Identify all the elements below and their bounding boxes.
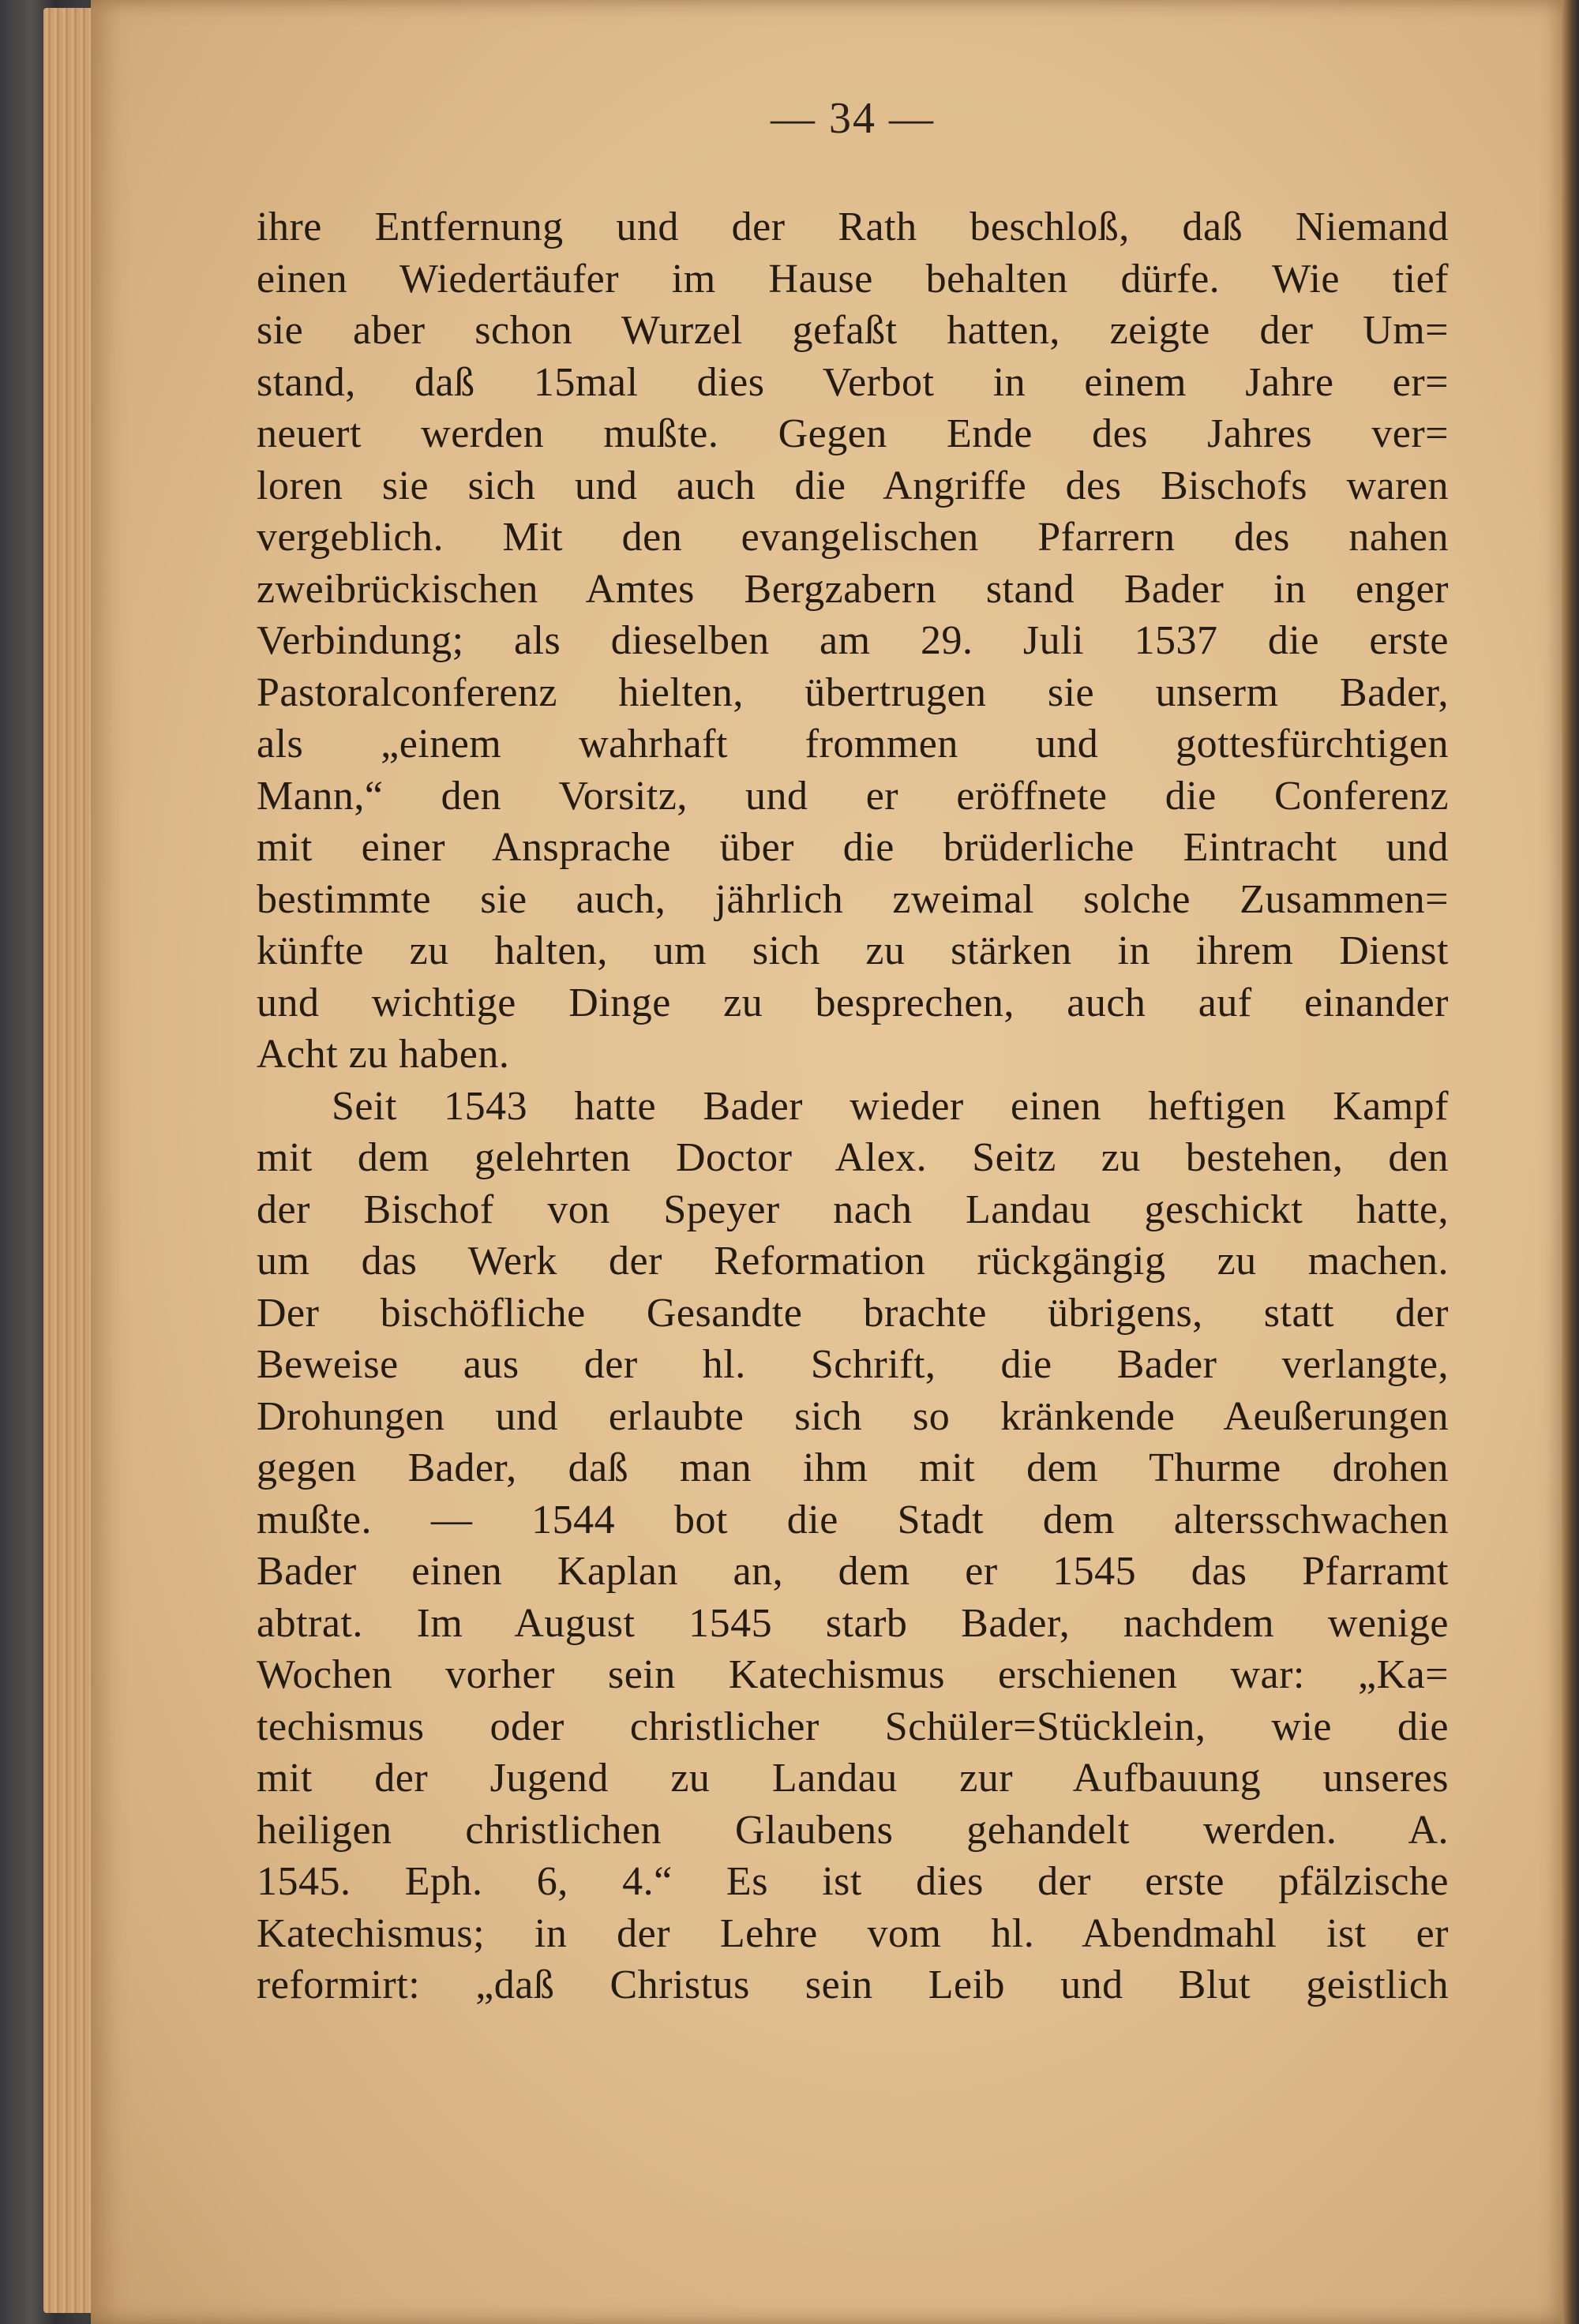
text-line: und wichtige Dinge zu besprechen, auch auf einander	[257, 980, 1449, 1025]
body-text	[257, 201, 1449, 2011]
binding-edge	[1562, 0, 1579, 2324]
text-line: vergeblich. Mit den evangelischen Pfarrern des nahen	[257, 515, 1449, 560]
text-line: Drohungen und erlaubte sich so kränkende Aeußerungen	[257, 1393, 1449, 1439]
text-line: Der bischöfliche Gesandte brachte übrigens, statt der	[257, 1290, 1449, 1336]
text-line: 1545. Eph. 6, 4.“ Es ist dies der erste pfälzische	[257, 1859, 1449, 1904]
text-line: techismus oder christlicher Schüler=Stücklein, wie die	[257, 1704, 1449, 1749]
text-line: Verbindung; als dieselben am 29. Juli 1537 die erste	[257, 618, 1449, 663]
text-line: sie aber schon Wurzel gefaßt hatten, zeigte der Um=	[257, 308, 1449, 353]
page-number: — 34 —	[771, 94, 935, 143]
text-line: neuert werden mußte. Gegen Ende des Jahres ver=	[257, 411, 1449, 456]
text-line: Beweise aus der hl. Schrift, die Bader verlangte,	[257, 1342, 1449, 1387]
paragraph-end-line: Acht zu haben.	[257, 1032, 510, 1077]
text-line: mit einer Ansprache über die brüderliche Eintracht und	[257, 825, 1449, 870]
text-line: stand, daß 15mal dies Verbot in einem Jahre er=	[257, 359, 1449, 405]
text-line: loren sie sich und auch die Angriffe des Bischofs waren	[257, 463, 1449, 508]
text-line: mit dem gelehrten Doctor Alex. Seitz zu bestehen, den	[257, 1135, 1449, 1180]
text-line: als „einem wahrhaft frommen und gottesfürchtigen	[257, 722, 1449, 767]
text-line: abtrat. Im August 1545 starb Bader, nachdem wenige	[257, 1600, 1449, 1646]
text-line: Pastoralconferenz hielten, übertrugen sie unserm Bader,	[257, 669, 1449, 715]
text-line: künfte zu halten, um sich zu stärken in ihrem Dienst	[257, 928, 1449, 973]
text-line: Mann,“ den Vorsitz, und er eröffnete die Conferenz	[257, 773, 1449, 819]
text-line: reformirt: „daß Christus sein Leib und Blut geistlich	[257, 1962, 1449, 2007]
text-line: Bader einen Kaplan an, dem er 1545 das Pfarramt	[257, 1549, 1449, 1594]
text-line: Wochen vorher sein Katechismus erschienen war: „Ka=	[257, 1652, 1449, 1697]
text-line: gegen Bader, daß man ihm mit dem Thurme drohen	[257, 1445, 1449, 1490]
text-line: zweibrückischen Amtes Bergzabern stand Bader in enger	[257, 566, 1449, 612]
text-line: bestimmte sie auch, jährlich zweimal solche Zusammen=	[257, 876, 1449, 922]
paragraph-start-line: Seit 1543 hatte Bader wieder einen heftigen Kampf	[332, 1083, 1449, 1129]
text-line: mit der Jugend zu Landau zur Aufbauung unseres	[257, 1756, 1449, 1801]
text-line: der Bischof von Speyer nach Landau geschickt hatte,	[257, 1186, 1449, 1232]
text-line: einen Wiedertäufer im Hause behalten dürfe. Wie tief	[257, 256, 1449, 302]
text-line: Katechismus; in der Lehre vom hl. Abendmahl ist er	[257, 1910, 1449, 1956]
text-line: um das Werk der Reformation rückgängig zu machen.	[257, 1239, 1449, 1284]
text-line: heiligen christlichen Glaubens gehandelt werden. A.	[257, 1807, 1449, 1853]
text-line: mußte. — 1544 bot die Stadt dem altersschwachen	[257, 1497, 1449, 1542]
text-line: ihre Entfernung und der Rath beschloß, daß Niemand	[257, 204, 1449, 249]
